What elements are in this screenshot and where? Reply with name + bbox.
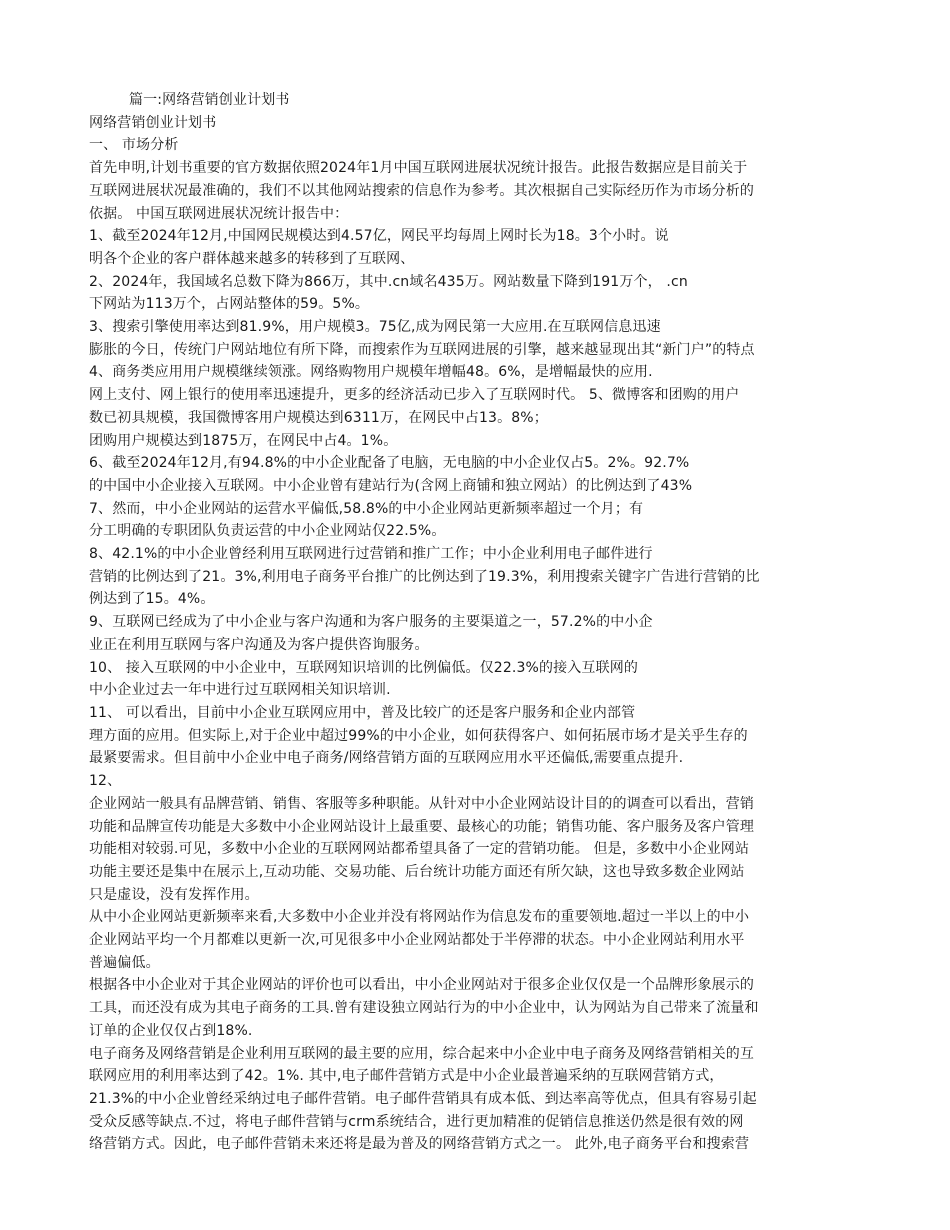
text-line: 团购用户规模达到1875万，在网民中占4。1%。 xyxy=(89,432,398,449)
text-line: 10、 接入互联网的中小企业中，互联网知识培训的比例偏低。仅22.3%的接入互联网的 xyxy=(89,659,639,676)
text-line: 一、 市场分析 xyxy=(89,137,179,154)
text-line: 业正在利用互联网与客户沟通及为客户提供咨询服务。 xyxy=(89,636,429,653)
text-line: 从中小企业网站更新频率来看,大多数中小企业并没有将网站作为信息发布的重要领地.超过一半以上的中小 xyxy=(89,909,750,926)
text-line: 例达到了15。4%。 xyxy=(89,591,215,608)
text-line: 受众反感等缺点.不过，将电子邮件营销与crm系统结合，进行更加精准的促销信息推送仍然是很有效的网 xyxy=(89,1113,744,1130)
document-body xyxy=(89,89,864,1156)
document-title: 篇一:网络营销创业计划书 xyxy=(129,92,290,108)
text-line: 2、2024年，我国域名总数下降为866万，其中.cn域名435万。网站数量下降到191万个， .cn xyxy=(89,273,688,290)
text-line: 订单的企业仅仅占到18%. xyxy=(89,1022,253,1039)
text-line: 工具，而还没有成为其电子商务的工具.曾有建设独立网站行为的中小企业中，认为网站为自己带来了流量和 xyxy=(89,1000,759,1017)
text-line: 普遍偏低。 xyxy=(89,954,160,971)
text-line: 最紧要需求。但目前中小企业中电子商务/网络营销方面的互联网应用水平还偏低,需要重点提升. xyxy=(89,750,684,767)
text-line: 中小企业过去一年中进行过互联网相关知识培训. xyxy=(89,682,391,699)
text-line: 6、截至2024年12月,有94.8%的中小企业配备了电脑，无电脑的中小企业仅占5。2%。92.7% xyxy=(89,455,690,472)
text-line: 9、互联网已经成为了中小企业与客户沟通和为客户服务的主要渠道之一，57.2%的中小企 xyxy=(89,614,653,631)
text-line: 1、截至2024年12月,中国网民规模达到4.57亿，网民平均每周上网时长为18。3个小时。说 xyxy=(89,228,669,245)
text-line: 理方面的应用。但实际上,对于企业中超过99%的中小企业，如何获得客户、如何拓展市场才是关乎生存的 xyxy=(89,727,748,744)
text-line: 21.3%的中小企业曾经采纳过电子邮件营销。电子邮件营销具有成本低、到达率高等优点，但具有容易引起 xyxy=(89,1090,757,1107)
text-line: 3、搜索引擎使用率达到81.9%，用户规模3。75亿,成为网民第一大应用.在互联网信息迅速 xyxy=(89,319,661,336)
text-line: 功能和品牌宣传功能是大多数中小企业网站设计上最重要、最核心的功能；销售功能、客户服务及客户管理 xyxy=(89,818,755,835)
text-line: 营销的比例达到了21。3%,利用电子商务平台推广的比例达到了19.3%，利用搜索关键字广告进行营销的比 xyxy=(89,568,760,585)
text-line: 下网站为113万个，占网站整体的59。5%。 xyxy=(89,296,370,313)
text-line: 电子商务及网络营销是企业利用互联网的最主要的应用，综合起来中小企业中电子商务及网络营销相关的互 xyxy=(89,1045,755,1062)
text-line: 网络营销创业计划书 xyxy=(89,114,217,131)
text-line: 11、 可以看出，目前中小企业互联网应用中，普及比较广的还是客户服务和企业内部管 xyxy=(89,704,636,721)
text-line: 联网应用的利用率达到了42。1%. 其中,电子邮件营销方式是中小企业最普遍采纳的互联网营销方式， xyxy=(89,1068,724,1085)
text-line: 7、然而，中小企业网站的运营水平偏低,58.8%的中小企业网站更新频率超过一个月；有 xyxy=(89,500,644,517)
text-line: 企业网站平均一个月都难以更新一次,可见很多中小企业网站都处于半停滞的状态。中小企业网站利用水平 xyxy=(89,932,745,949)
text-line: 依据。 中国互联网进展状况统计报告中： xyxy=(89,205,349,222)
text-line: 4、商务类应用用户规模继续领涨。网络购物用户规模年增幅48。6%，是增幅最快的应用. xyxy=(89,364,653,381)
text-line: 互联网进展状况最准确的，我们不以其他网站搜索的信息作为参考。其次根据自己实际经历作为市场分析的 xyxy=(89,182,755,199)
text-line: 只是虚设，没有发挥作用。 xyxy=(89,886,259,903)
text-line: 网上支付、网上银行的使用率迅速提升，更多的经济活动已步入了互联网时代。 5、微博客和团购的用户 xyxy=(89,387,740,404)
text-line: 膨胀的今日，传统门户网站地位有所下降，而搜索作为互联网进展的引擎，越来越显现出其“新门户”的特点 xyxy=(89,341,755,358)
text-line: 功能相对较弱.可见，多数中小企业的互联网网站都希望具备了一定的营销功能。 但是，多数中小企业网站 xyxy=(89,841,750,858)
text-line: 8、42.1%的中小企业曾经利用互联网进行过营销和推广工作；中小企业利用电子邮件进行 xyxy=(89,546,653,563)
text-line: 首先申明,计划书重要的官方数据依照2024年1月中国互联网进展状况统计报告。此报告数据应是目前关于 xyxy=(89,160,748,177)
text-line: 明各个企业的客户群体越来越多的转移到了互联网、 xyxy=(89,250,415,267)
text-line: 络营销方式。因此，电子邮件营销未来还将是最为普及的网络营销方式之一。 此外,电子商务平台和搜索营 xyxy=(89,1136,750,1153)
text-line: 数已初具规模，我国微博客用户规模达到6311万，在网民中占13。8%； xyxy=(89,409,548,426)
text-line: 根据各中小企业对于其企业网站的评价也可以看出，中小企业网站对于很多企业仅仅是一个品牌形象展示的 xyxy=(89,977,755,994)
text-line: 企业网站一般具有品牌营销、销售、客服等多种职能。从针对中小企业网站设计目的的调查可以看出，营销 xyxy=(89,795,755,812)
text-line: 功能主要还是集中在展示上,互动功能、交易功能、后台统计功能方面还有所欠缺，这也导致多数企业网站 xyxy=(89,863,745,880)
text-line: 12、 xyxy=(89,773,122,790)
text-line: 分工明确的专职团队负责运营的中小企业网站仅22.5%。 xyxy=(89,523,446,540)
text-line: 的中国中小企业接入互联网。中小企业曾有建站行为(含网上商铺和独立网站）的比例达到了43% xyxy=(89,477,693,494)
